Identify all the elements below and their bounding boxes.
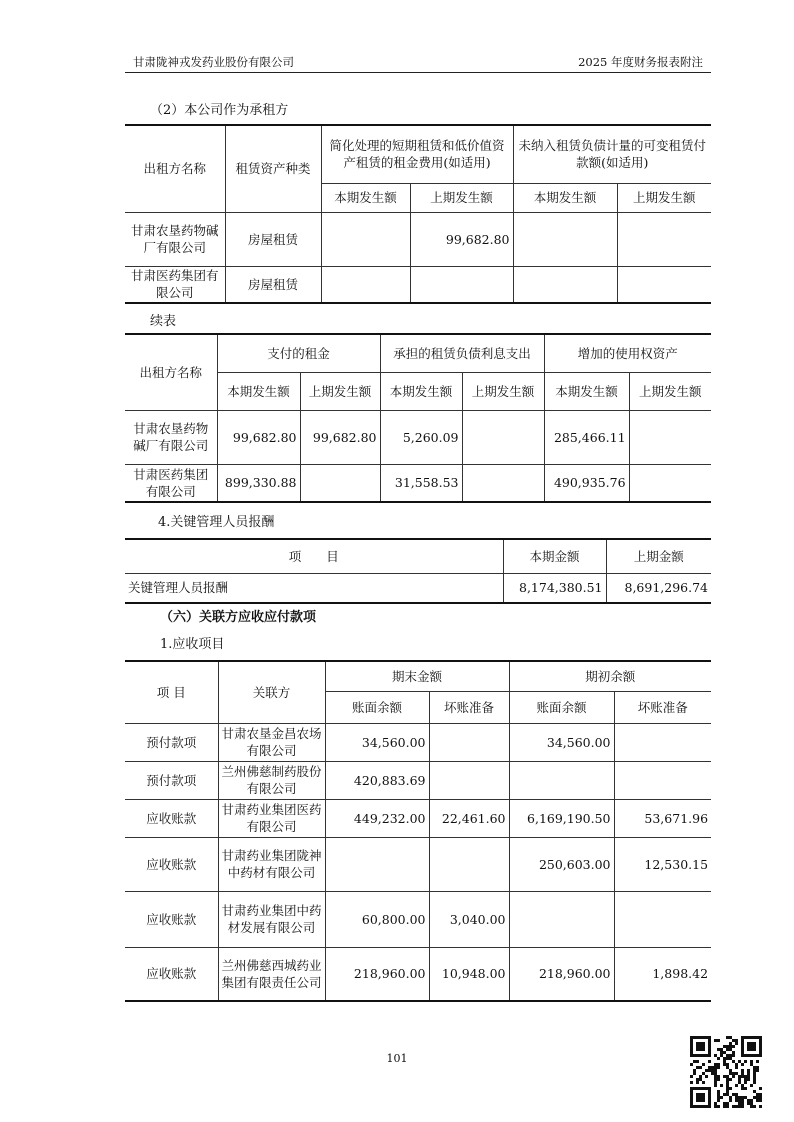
rou-current: 285,466.11 [544, 410, 629, 464]
current-amount: 8,174,380.51 [503, 573, 606, 603]
item: 应收账款 [125, 799, 218, 837]
lessor-name: 甘肃医药集团有限公司 [125, 266, 225, 303]
beginning-bad-debt [614, 761, 711, 799]
variable-previous [617, 212, 711, 266]
receivables-table [125, 660, 711, 1002]
col-short-term-lease: 简化处理的短期租赁和低价值资产租赁的租金费用(如适用) [321, 125, 513, 183]
paid-previous: 99,682.80 [300, 410, 380, 464]
interest-previous [462, 410, 544, 464]
item: 预付款项 [125, 723, 218, 761]
lessee-table-2 [125, 333, 711, 503]
beginning-book [509, 891, 614, 947]
ending-book [325, 837, 429, 891]
table-row [125, 266, 711, 303]
asset-type: 房屋租赁 [225, 212, 321, 266]
page-header [125, 52, 711, 73]
item: 应收账款 [125, 947, 218, 1001]
ending-bad-debt: 22,461.60 [429, 799, 509, 837]
continued-label: 续表 [150, 314, 177, 329]
col-rent-paid: 支付的租金 [217, 334, 380, 372]
lessee-table-1 [125, 124, 711, 304]
section-title: （六）关联方应收应付款项 [160, 610, 317, 625]
short-previous [410, 266, 513, 303]
ending-book: 420,883.69 [325, 761, 429, 799]
interest-previous [462, 464, 544, 502]
ending-bad-debt [429, 837, 509, 891]
ending-book: 218,960.00 [325, 947, 429, 1001]
key-mgmt-table [125, 538, 711, 604]
col-lessor-name: 出租方名称 [125, 125, 225, 212]
ending-book: 449,232.00 [325, 799, 429, 837]
paid-current: 899,330.88 [217, 464, 300, 502]
table-row [125, 573, 711, 603]
related-party: 兰州佛慈西城药业集团有限责任公司 [218, 947, 325, 1001]
variable-current [513, 266, 617, 303]
lessor-name: 甘肃医药集团有限公司 [125, 464, 217, 502]
header-company: 甘肃陇神戎发药业股份有限公司 [133, 55, 294, 69]
col-current: 本期发生额 [217, 372, 300, 410]
col-previous-amount: 上期金额 [606, 539, 711, 573]
table-row [125, 410, 711, 464]
col-bad-debt: 坏账准备 [429, 691, 509, 723]
related-party: 兰州佛慈制药股份有限公司 [218, 761, 325, 799]
page-number: 101 [386, 1052, 408, 1065]
rou-current: 490,935.76 [544, 464, 629, 502]
col-interest-expense: 承担的租赁负债利息支出 [380, 334, 544, 372]
key-mgmt-heading: 4.关键管理人员报酬 [158, 515, 275, 530]
ending-bad-debt [429, 761, 509, 799]
short-previous: 99,682.80 [410, 212, 513, 266]
col-current: 本期发生额 [321, 183, 410, 212]
col-related-party: 关联方 [218, 661, 325, 723]
col-previous: 上期发生额 [410, 183, 513, 212]
table-row [125, 947, 711, 1001]
header-report-title: 2025 年度财务报表附注 [578, 55, 703, 69]
col-book-balance: 账面余额 [509, 691, 614, 723]
table-row [125, 799, 711, 837]
beginning-book: 34,560.00 [509, 723, 614, 761]
ending-bad-debt: 10,948.00 [429, 947, 509, 1001]
col-previous: 上期发生额 [462, 372, 544, 410]
interest-current: 31,558.53 [380, 464, 462, 502]
previous-amount: 8,691,296.74 [606, 573, 711, 603]
item: 应收账款 [125, 837, 218, 891]
beginning-bad-debt: 53,671.96 [614, 799, 711, 837]
col-beginning-balance: 期初余额 [509, 661, 711, 691]
col-previous: 上期发生额 [617, 183, 711, 212]
variable-current [513, 212, 617, 266]
col-ending-balance: 期末金额 [325, 661, 509, 691]
col-lessor-name: 出租方名称 [125, 334, 217, 410]
related-party: 甘肃农垦金昌农场有限公司 [218, 723, 325, 761]
rou-previous [629, 464, 711, 502]
short-current [321, 212, 410, 266]
col-current: 本期发生额 [513, 183, 617, 212]
lessee-heading: （2）本公司作为承租方 [150, 103, 289, 118]
beginning-bad-debt: 1,898.42 [614, 947, 711, 1001]
table-row [125, 212, 711, 266]
col-current-amount: 本期金额 [503, 539, 606, 573]
beginning-bad-debt [614, 723, 711, 761]
lessor-name: 甘肃农垦药物碱厂有限公司 [125, 410, 217, 464]
lessor-name: 甘肃农垦药物碱厂有限公司 [125, 212, 225, 266]
rou-previous [629, 410, 711, 464]
item: 应收账款 [125, 891, 218, 947]
paid-previous [300, 464, 380, 502]
col-item: 项 目 [125, 539, 503, 573]
ending-book: 60,800.00 [325, 891, 429, 947]
col-previous: 上期发生额 [629, 372, 711, 410]
paid-current: 99,682.80 [217, 410, 300, 464]
related-party: 甘肃药业集团中药材发展有限公司 [218, 891, 325, 947]
ending-bad-debt [429, 723, 509, 761]
col-previous: 上期发生额 [300, 372, 380, 410]
beginning-bad-debt: 12,530.15 [614, 837, 711, 891]
row-label: 关键管理人员报酬 [125, 573, 503, 603]
col-rou-asset: 增加的使用权资产 [544, 334, 711, 372]
ending-book: 34,560.00 [325, 723, 429, 761]
related-party: 甘肃药业集团医药有限公司 [218, 799, 325, 837]
beginning-book: 6,169,190.50 [509, 799, 614, 837]
col-bad-debt: 坏账准备 [614, 691, 711, 723]
item: 预付款项 [125, 761, 218, 799]
table-row [125, 723, 711, 761]
short-current [321, 266, 410, 303]
ending-bad-debt: 3,040.00 [429, 891, 509, 947]
receivables-heading: 1.应收项目 [160, 637, 225, 652]
table-row [125, 837, 711, 891]
col-book-balance: 账面余额 [325, 691, 429, 723]
col-current: 本期发生额 [380, 372, 462, 410]
table-row [125, 891, 711, 947]
col-item: 项 目 [125, 661, 218, 723]
table-row [125, 761, 711, 799]
asset-type: 房屋租赁 [225, 266, 321, 303]
beginning-book [509, 761, 614, 799]
interest-current: 5,260.09 [380, 410, 462, 464]
beginning-book: 218,960.00 [509, 947, 614, 1001]
col-asset-type: 租赁资产种类 [225, 125, 321, 212]
col-current: 本期发生额 [544, 372, 629, 410]
related-party: 甘肃药业集团陇神中药材有限公司 [218, 837, 325, 891]
variable-previous [617, 266, 711, 303]
col-variable-payment: 未纳入租赁负债计量的可变租赁付款额(如适用) [513, 125, 711, 183]
qr-code-icon [690, 1036, 762, 1108]
table-row [125, 464, 711, 502]
beginning-bad-debt [614, 891, 711, 947]
beginning-book: 250,603.00 [509, 837, 614, 891]
